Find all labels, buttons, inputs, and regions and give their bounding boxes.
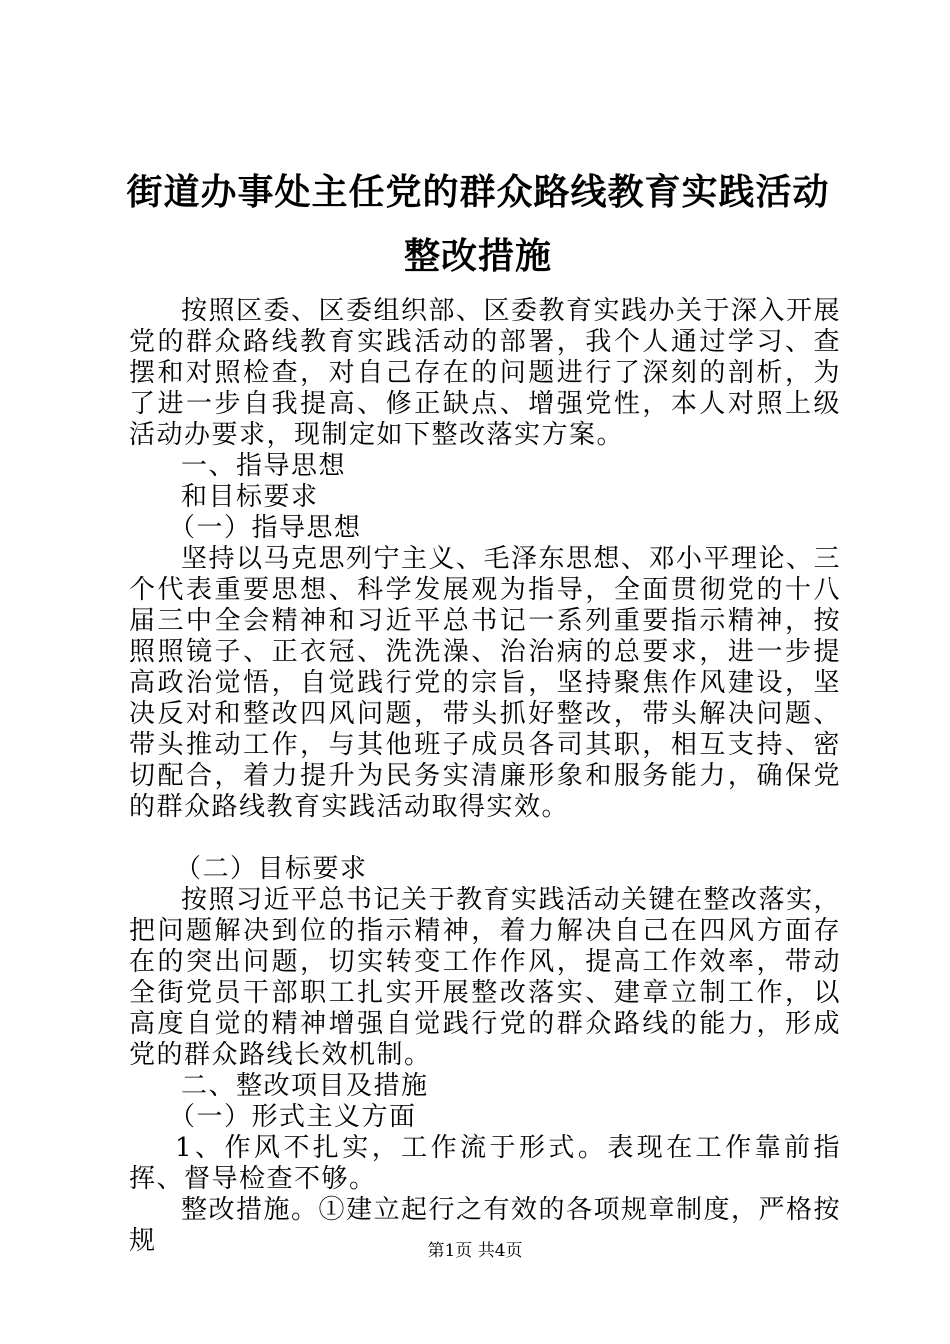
page-footer: 第1页 共4页: [427, 1241, 523, 1261]
subsection-heading-goal-requirements: （二）目标要求: [175, 854, 368, 884]
document-body: [129, 296, 841, 1257]
section-heading-rectification-items: 二、整改项目及措施: [181, 1071, 429, 1101]
section-heading-goals: 和目标要求: [181, 482, 319, 512]
paragraph-rectification-measures: 整改措施。①建立起行之有效的各项规章制度，严格按规: [129, 1195, 842, 1256]
paragraph-guiding-ideology: 坚持以马克思列宁主义、毛泽东思想、邓小平理论、三个代表重要思想、科学发展观为指导，全面贯彻党的十八届三中全会精神和习近平总书记一系列重要指示精神，按照照镜子、正衣冠、洗洗澡、治治病的总要求，进一步提高政治觉悟，自觉践行党的宗旨，坚持聚焦作风建设，坚决反对和整改四风问题，带头抓好整改，带头解决问题、带头推动工作，与其他班子成员各司其职，相互支持、密切配合，着力提升为民务实清廉形象和服务能力，确保党的群众路线教育实践活动取得实效。: [129, 544, 842, 822]
subsection-heading-guiding-ideology: （一）指导思想: [169, 513, 362, 543]
subsection-heading-formalism: （一）形式主义方面: [169, 1102, 417, 1132]
section-heading-guiding-ideology: 一、指导思想: [181, 451, 347, 481]
paragraph-issue-1: 1、作风不扎实，工作流于形式。表现在工作靠前指挥、督导检查不够。: [129, 1133, 841, 1194]
document-title: 街道办事处主任党的群众路线教育实践活动整改措施: [126, 171, 830, 277]
paragraph-intro: 按照区委、区委组织部、区委教育实践办关于深入开展党的群众路线教育实践活动的部署，我个人通过学习、查摆和对照检查，对自己存在的问题进行了深刻的剖析，为了进一步自我提高、修正缺点、增强党性，本人对照上级活动办要求，现制定如下整改落实方案。: [129, 296, 842, 450]
paragraph-goal-requirements: 按照习近平总书记关于教育实践活动关键在整改落实，把问题解决到位的指示精神，着力解决自己在四风方面存在的突出问题，切实转变工作作风，提高工作效率，带动全街党员干部职工扎实开展整改落实、建章立制工作，以高度自觉的精神增强自觉践行党的群众路线的能力，形成党的群众路线长效机制。: [129, 885, 842, 1070]
